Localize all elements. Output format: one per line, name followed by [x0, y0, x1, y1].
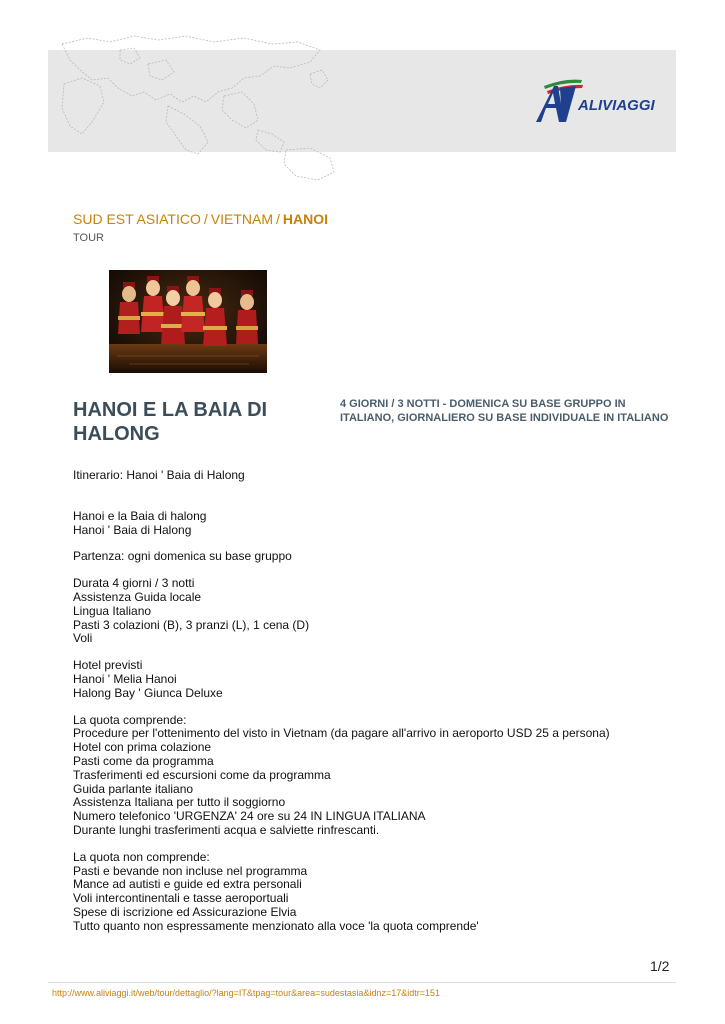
- includes-line: Pasti come da programma: [73, 753, 214, 768]
- includes-line: Guida parlante italiano: [73, 781, 194, 796]
- water-puppets-photo: [109, 270, 267, 373]
- hotels-line: Hotel previsti: [73, 658, 143, 673]
- category-label: TOUR: [73, 232, 104, 244]
- detail-line: Lingua Italiano: [73, 603, 152, 618]
- intro-line: Hanoi ' Baia di Halong: [73, 522, 192, 537]
- excludes-line: Spese di iscrizione ed Assicurazione Elvia: [73, 904, 297, 919]
- excludes-line: La quota non comprende:: [73, 849, 210, 864]
- excludes-line: Mance ad autisti e guide ed extra personali: [73, 877, 302, 892]
- footer-divider: [48, 982, 676, 983]
- page-number: 1/2: [650, 958, 670, 974]
- logo-wordmark: ALIVIAGGI: [578, 97, 655, 114]
- includes-line: Numero telefonico 'URGENZA' 24 ore su 24 IN LINGUA ITALIANA: [73, 809, 426, 824]
- tour-description: [73, 469, 663, 934]
- footer-url-link[interactable]: http://www.aliviaggi.it/web/tour/dettaglio/?lang=IT&tpag=tour&area=sudestasia&idnz=17&idtr=151: [52, 988, 440, 998]
- intro-line: Hanoi e la Baia di halong: [73, 508, 207, 523]
- world-map-graphic: [48, 30, 348, 190]
- hotels-line: Halong Bay ' Giunca Deluxe: [73, 685, 223, 700]
- excludes-line: Voli intercontinentali e tasse aeroportuali: [73, 891, 289, 906]
- tour-title: HANOI E LA BAIA DI HALONG: [73, 399, 268, 445]
- includes-line: Hotel con prima colazione: [73, 740, 212, 755]
- includes-line: Trasferimenti ed escursioni come da programma: [73, 767, 331, 782]
- itinerary-line: Itinerario: Hanoi ' Baia di Halong: [73, 468, 245, 482]
- hotels-line: Hanoi ' Melia Hanoi: [73, 671, 177, 686]
- breadcrumb: [73, 211, 328, 227]
- includes-line: Assistenza Italiana per tutto il soggiorno: [73, 795, 286, 810]
- breadcrumb-current: HANOI: [282, 211, 328, 227]
- excludes-line: Tutto quanto non espressamente menzionato alla voce 'la quota comprende': [73, 918, 479, 933]
- detail-line: Voli: [73, 631, 93, 646]
- departure-line: Partenza: ogni domenica su base gruppo: [73, 549, 292, 564]
- includes-line: Durante lunghi trasferimenti acqua e salviette rinfrescanti.: [73, 822, 380, 837]
- excludes-line: Pasti e bevande non incluse nel programma: [73, 863, 308, 878]
- breadcrumb-region[interactable]: SUD EST ASIATICO: [73, 211, 201, 227]
- includes-line: La quota comprende:: [73, 712, 187, 727]
- breadcrumb-country[interactable]: VIETNAM: [210, 211, 273, 227]
- tour-subtitle: 4 GIORNI / 3 NOTTI - DOMENICA SU BASE GRUPPO IN ITALIANO, GIORNALIERO SU BASE INDIVIDUALE IN ITALIANO: [340, 398, 669, 424]
- detail-line: Durata 4 giorni / 3 notti: [73, 576, 195, 591]
- detail-line: Assistenza Guida locale: [73, 589, 202, 604]
- aliviaggi-logo[interactable]: [530, 76, 655, 128]
- breadcrumb-separator: /: [275, 211, 280, 227]
- detail-line: Pasti 3 colazioni (B), 3 pranzi (L), 1 cena (D): [73, 617, 310, 632]
- includes-line: Procedure per l'ottenimento del visto in Vietnam (da pagare all'arrivo in aeroporto USD 25 a persona): [73, 726, 610, 741]
- breadcrumb-separator: /: [203, 211, 208, 227]
